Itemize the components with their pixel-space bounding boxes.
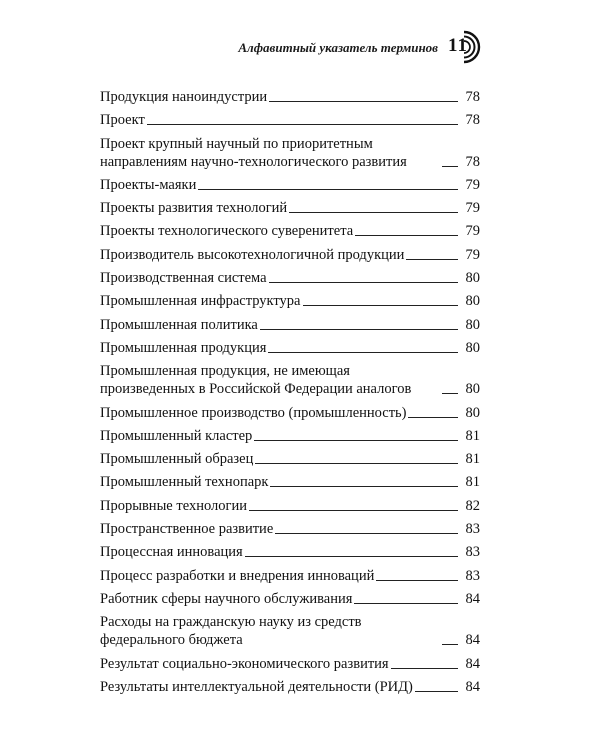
- dot-leader: [289, 212, 458, 213]
- entry-page: 80: [465, 381, 480, 398]
- entry-page: 84: [465, 590, 480, 607]
- entry-term: Промышленное производство (промышленность): [100, 404, 407, 421]
- entry-term: Расходы на гражданскую науку из средств федерального бюджета: [100, 614, 362, 649]
- dot-leader: [260, 329, 458, 330]
- dot-leader: [408, 417, 458, 418]
- entry-term: Пространственное развитие: [100, 521, 274, 538]
- entry-page: 78: [465, 112, 480, 129]
- index-entry: [100, 199, 480, 217]
- entry-page: 84: [465, 655, 480, 672]
- entry-term: Прорывные технологии: [100, 497, 247, 514]
- entry-page: 84: [465, 632, 480, 649]
- entry-page: 81: [465, 474, 480, 491]
- index-entry: [100, 111, 480, 129]
- index-entry: [100, 135, 480, 171]
- entry-term: Проекты развития технологий: [100, 200, 288, 217]
- dot-leader: [268, 352, 458, 353]
- concentric-arcs-icon: [460, 30, 490, 64]
- entry-page: 79: [465, 246, 480, 263]
- dot-leader: [355, 235, 458, 236]
- index-entry: [100, 316, 480, 334]
- entry-term: Производитель высокотехнологичной продукции: [100, 246, 405, 263]
- entry-term: Процесс разработки и внедрения инноваций: [100, 567, 375, 584]
- dot-leader: [147, 124, 458, 125]
- entry-term: Процессная инновация: [100, 544, 243, 561]
- index-entry: [100, 543, 480, 561]
- dot-leader: [270, 486, 458, 487]
- dot-leader: [249, 510, 458, 511]
- index-entry: [100, 222, 480, 240]
- index-entry: [100, 655, 480, 673]
- entry-page: 83: [465, 544, 480, 561]
- entry-page: 80: [465, 293, 480, 310]
- dot-leader: [415, 691, 458, 692]
- dot-leader: [275, 533, 458, 534]
- term-index-list: [100, 88, 480, 701]
- index-entry: [100, 339, 480, 357]
- dot-leader: [269, 101, 458, 102]
- index-entry: [100, 473, 480, 491]
- entry-term: Промышленный образец: [100, 451, 254, 468]
- index-entry: [100, 678, 480, 696]
- dot-leader: [269, 282, 458, 283]
- dot-leader: [254, 440, 458, 441]
- dot-leader: [255, 463, 458, 464]
- index-entry: [100, 246, 480, 264]
- dot-leader: [376, 580, 458, 581]
- entry-term: Проекты технологического суверенитета: [100, 223, 354, 240]
- index-entry: [100, 88, 480, 106]
- entry-term: Промышленный технопарк: [100, 474, 269, 491]
- index-entry: [100, 362, 480, 398]
- entry-term: Проекты-маяки: [100, 176, 197, 193]
- dot-leader: [442, 393, 458, 394]
- entry-term: Промышленная продукция, не имеющая произведенных в Российской Федерации аналогов: [100, 363, 412, 398]
- index-entry: [100, 404, 480, 422]
- index-entry: [100, 497, 480, 515]
- dot-leader: [245, 556, 458, 557]
- entry-page: 78: [465, 89, 480, 105]
- entry-term: Продукция наноиндустрии: [100, 89, 268, 105]
- entry-term: Промышленная политика: [100, 316, 258, 333]
- dot-leader: [406, 259, 458, 260]
- entry-page: 81: [465, 427, 480, 444]
- entry-term: Проект: [100, 112, 145, 129]
- entry-page: 79: [465, 200, 480, 217]
- entry-term: Результаты интеллектуальной деятельности (РИД): [100, 678, 413, 695]
- dot-leader: [391, 668, 458, 669]
- entry-term: Проект крупный научный по приоритетным направлениям научно-технологического развития: [100, 135, 407, 170]
- entry-page: 82: [465, 497, 480, 514]
- index-entry: [100, 292, 480, 310]
- entry-term: Результат социально-экономического развития: [100, 655, 389, 672]
- entry-term: Промышленный кластер: [100, 427, 253, 444]
- index-entry: [100, 590, 480, 608]
- index-entry: [100, 427, 480, 445]
- entry-page: 80: [465, 316, 480, 333]
- index-entry: [100, 450, 480, 468]
- entry-term: Производственная система: [100, 270, 267, 287]
- entry-page: 78: [465, 153, 480, 170]
- entry-term: Промышленная инфраструктура: [100, 293, 301, 310]
- entry-page: 81: [465, 451, 480, 468]
- entry-page: 80: [465, 270, 480, 287]
- entry-page: 84: [465, 678, 480, 695]
- entry-page: 79: [465, 176, 480, 193]
- entry-page: 83: [465, 521, 480, 538]
- entry-term: Промышленная продукция: [100, 339, 267, 356]
- dot-leader: [354, 603, 458, 604]
- dot-leader: [303, 305, 459, 306]
- index-entry: [100, 520, 480, 538]
- index-entry: [100, 567, 480, 585]
- header-title: Алфавитный указатель терминов: [238, 40, 438, 55]
- dot-leader: [442, 644, 458, 645]
- entry-page: 80: [465, 339, 480, 356]
- dot-leader: [442, 166, 458, 167]
- running-header: [200, 34, 490, 64]
- entry-term: Работник сферы научного обслуживания: [100, 590, 353, 607]
- index-entry: [100, 613, 480, 649]
- index-entry: [100, 176, 480, 194]
- index-entry: [100, 269, 480, 287]
- entry-page: 83: [465, 567, 480, 584]
- entry-page: 79: [465, 223, 480, 240]
- page-number: 11: [448, 35, 468, 56]
- entry-page: 80: [465, 404, 480, 421]
- dot-leader: [198, 189, 458, 190]
